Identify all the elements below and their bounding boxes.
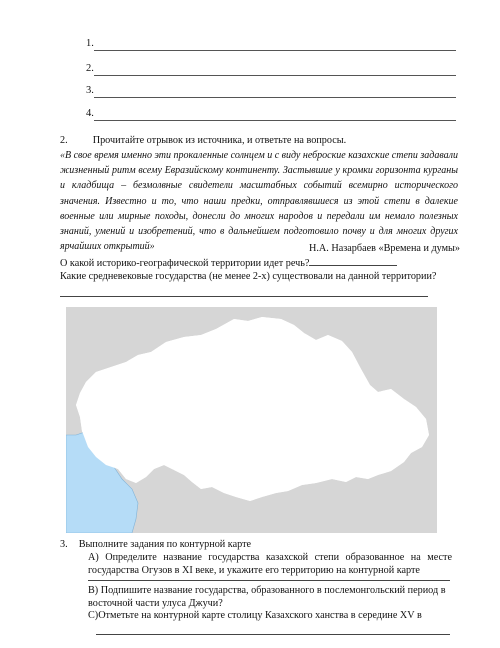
answer-rule <box>94 97 456 98</box>
answer-rule <box>94 50 456 51</box>
answer-rule <box>94 120 456 121</box>
answer-line-2[interactable] <box>86 63 456 77</box>
answer-line-4[interactable] <box>86 108 456 122</box>
answer-line-number: 4. <box>86 108 94 119</box>
task3-c: С)Отметьте на контурной карте столицу Казахского ханства в середине XV в <box>88 610 422 621</box>
task3-a-answer-line[interactable] <box>88 580 450 581</box>
question-2: Какие средневековые государства (не менее 2-х) существовали на данной территории? <box>60 271 437 282</box>
quote-attribution: Н.А. Назарбаев «Времена и думы» <box>309 243 460 254</box>
source-quote: «В свое время именно эти прокаленные солнцем и с виду неброские казахские степи задавали жизненный ритм всему Евразийскому континенту. Застывшие у кромки горизонта курганы и кладбища – безмолвные свидетели масштабных событий всемирно исторического значения. Известно и то, что наши предки, отправлявшиеся из этой степи в далекие военные или мирные походы, донесли до многих народов и передали им немало полезных знаний, умений и изобретений, что в дальнейшем подготовило почву и для многих других ярчайших открытий» <box>60 150 458 253</box>
task2-heading <box>60 134 460 147</box>
task3-a: А) Определите название государства казахской степи образованное на месте государства Огузов в XI веке, и укажите его территорию на контурной карте <box>88 552 452 576</box>
answer-blank[interactable] <box>309 256 397 266</box>
contour-map[interactable] <box>66 307 437 533</box>
question-1-text: О какой историко-географической территории идет речь? <box>60 258 310 269</box>
answer-rule <box>94 75 456 76</box>
answer-line-number: 3. <box>86 85 94 96</box>
task3-title: Выполните задания по контурной карте <box>78 539 252 550</box>
question-2-answer-line[interactable] <box>60 296 428 297</box>
task2-instruction: Прочитайте отрывок из источника, и ответьте на вопросы. <box>92 135 347 146</box>
answer-line-number: 1. <box>86 38 94 49</box>
task2-number: 2. <box>60 135 68 146</box>
answer-line-number: 2. <box>86 63 94 74</box>
task3-c-answer-line[interactable] <box>96 634 450 635</box>
answer-line-1[interactable] <box>86 38 456 52</box>
task3-heading <box>60 538 460 551</box>
task3-b: В) Подпишите название государства, образованного в послемонгольский период в восточной части улуса Джучи? <box>88 585 446 609</box>
question-1 <box>60 256 460 270</box>
answer-line-3[interactable] <box>86 85 456 99</box>
task3-number: 3. <box>60 539 68 550</box>
